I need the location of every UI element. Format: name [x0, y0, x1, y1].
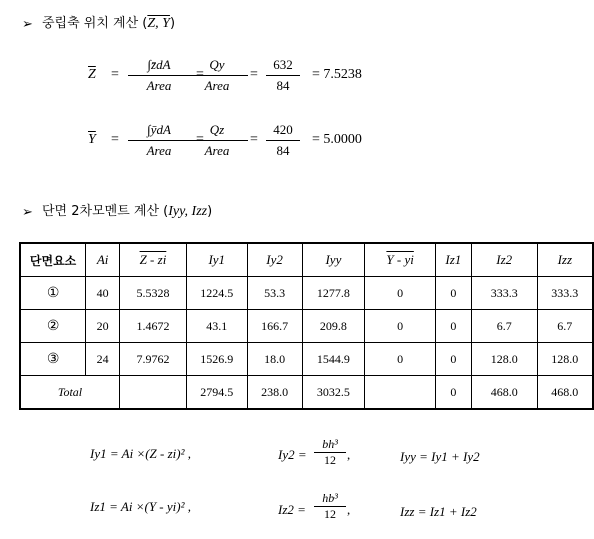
header-y-diff: Y - yi: [365, 243, 436, 277]
eq-y-frac-2: [182, 121, 252, 160]
section1-title: 중립축 위치 계산 (: [42, 16, 148, 31]
table-cell: 128.0: [471, 343, 537, 376]
table-cell: 1224.5: [186, 277, 247, 310]
table-cell: 468.0: [471, 376, 537, 410]
table-row: [20, 277, 593, 310]
eq-y-equals-1: =: [111, 132, 119, 147]
eq-z-den-1: Area: [146, 78, 172, 93]
section1-title-end: ): [169, 16, 176, 31]
table-cell: 128.0: [537, 343, 593, 376]
formula-iy2-frac: [310, 437, 350, 468]
section1-heading: [42, 16, 175, 32]
table-cell: 53.3: [247, 277, 302, 310]
header-element: 단면요소: [20, 243, 86, 277]
section2-title: 단면 2차모멘트 계산 (: [42, 204, 169, 219]
formula-iy2-end: ,: [347, 447, 351, 462]
table-cell: 2794.5: [186, 376, 247, 410]
total-label: Total: [20, 376, 120, 410]
table-cell: 1.4672: [120, 310, 187, 343]
formula-iy2-num: bh³: [322, 437, 338, 451]
table-cell: 333.3: [471, 277, 537, 310]
table-cell: 1526.9: [186, 343, 247, 376]
fraction-bar: [128, 75, 190, 76]
header-iy1: Iy1: [186, 243, 247, 277]
section1-title-math: Z, Y: [147, 16, 170, 31]
header-iyy: Iyy: [302, 243, 365, 277]
eq-z-num-2: Qy: [209, 57, 225, 72]
table-cell: ①: [20, 277, 86, 310]
eq-y-equals-2: =: [196, 132, 204, 147]
table-cell: 1544.9: [302, 343, 365, 376]
eq-z-equals-1: =: [111, 67, 119, 82]
eq-y-frac-3: [248, 121, 318, 160]
table-cell: 0: [365, 310, 436, 343]
table-cell: 333.3: [537, 277, 593, 310]
header-z-diff: Z - zi: [120, 243, 187, 277]
eq-y-num-1: ∫ȳdA: [147, 122, 171, 137]
eq-y-den-1: Area: [146, 143, 172, 158]
table-cell: 468.0: [537, 376, 593, 410]
formula-iy2-lhs: Iy2 =: [278, 447, 307, 462]
eq-z-frac-3: [248, 56, 318, 95]
formula-iz2-den: 12: [324, 507, 336, 521]
table-cell: 166.7: [247, 310, 302, 343]
table-cell: 0: [365, 343, 436, 376]
header-iz1: Iz1: [435, 243, 471, 277]
eq-z-num-1: ∫z̄dA: [147, 57, 171, 72]
formula-iz2-num: hb³: [322, 491, 338, 505]
formula-iy2-den: 12: [324, 453, 336, 467]
moment-table: [19, 242, 594, 410]
eq-z-frac-2: [182, 56, 252, 95]
eq-z-result: = 7.5238: [312, 67, 362, 82]
section2-title-end: ): [207, 204, 213, 219]
eq-y-equals-3: =: [250, 132, 258, 147]
table-cell: [365, 376, 436, 410]
formula-iz2-lhs: Iz2 =: [278, 502, 306, 517]
eq-z-equals-3: =: [250, 67, 258, 82]
fraction-bar: [128, 140, 190, 141]
table-cell: 18.0: [247, 343, 302, 376]
eq-z-den-2: Area: [204, 78, 230, 93]
header-iy2: Iy2: [247, 243, 302, 277]
table-cell: 20: [86, 310, 120, 343]
table-header-row: [20, 243, 593, 277]
formula-iyy: Iyy = Iy1 + Iy2: [400, 449, 480, 464]
table-cell: 0: [435, 277, 471, 310]
table-cell: 6.7: [471, 310, 537, 343]
formula-iz2-end: ,: [347, 502, 351, 517]
formula-iz2-frac: [310, 491, 350, 522]
table-cell: 7.9762: [120, 343, 187, 376]
bullet-icon: ➢: [22, 204, 33, 219]
table-cell: [120, 376, 187, 410]
eq-z-lhs: $\overline{Z}$: [88, 67, 96, 82]
section2-heading: [42, 204, 212, 220]
fraction-bar: [266, 75, 300, 76]
eq-y-num-2: Qz: [209, 122, 225, 137]
table-row: [20, 310, 593, 343]
section2-title-math: Iyy, Izz: [168, 204, 208, 219]
fraction-bar: [186, 140, 248, 141]
header-izz: Izz: [537, 243, 593, 277]
table-cell: 6.7: [537, 310, 593, 343]
table-cell: 5.5328: [120, 277, 187, 310]
table-cell: 3032.5: [302, 376, 365, 410]
table-total-row: [20, 376, 593, 410]
table-cell: 43.1: [186, 310, 247, 343]
formula-izz: Izz = Iz1 + Iz2: [400, 504, 477, 519]
table-cell: 0: [435, 376, 471, 410]
fraction-bar: [186, 75, 248, 76]
eq-y-den-3: 84: [276, 143, 290, 158]
eq-z-den-3: 84: [276, 78, 290, 93]
table-cell: 0: [435, 310, 471, 343]
formula-iy1: Iy1 = Ai ×(Z - zi)² ,: [90, 446, 191, 461]
table-cell: ③: [20, 343, 86, 376]
table-cell: 238.0: [247, 376, 302, 410]
formula-iz1: Iz1 = Ai ×(Y - yi)² ,: [90, 499, 191, 514]
eq-y-result: = 5.0000: [312, 132, 362, 147]
table-cell: 0: [365, 277, 436, 310]
table-cell: 209.8: [302, 310, 365, 343]
eq-z-num-3: 632: [273, 57, 293, 72]
eq-y-lhs: $\overline{Y}$: [88, 132, 96, 147]
table-row: [20, 343, 593, 376]
bullet-icon: ➢: [22, 16, 33, 31]
header-iz2: Iz2: [471, 243, 537, 277]
eq-z-equals-2: =: [196, 67, 204, 82]
eq-y-den-2: Area: [204, 143, 230, 158]
table-cell: 24: [86, 343, 120, 376]
eq-y-num-3: 420: [273, 122, 293, 137]
table-cell: 1277.8: [302, 277, 365, 310]
fraction-bar: [266, 140, 300, 141]
header-ai: Ai: [86, 243, 120, 277]
table-cell: 0: [435, 343, 471, 376]
table-cell: 40: [86, 277, 120, 310]
table-cell: ②: [20, 310, 86, 343]
